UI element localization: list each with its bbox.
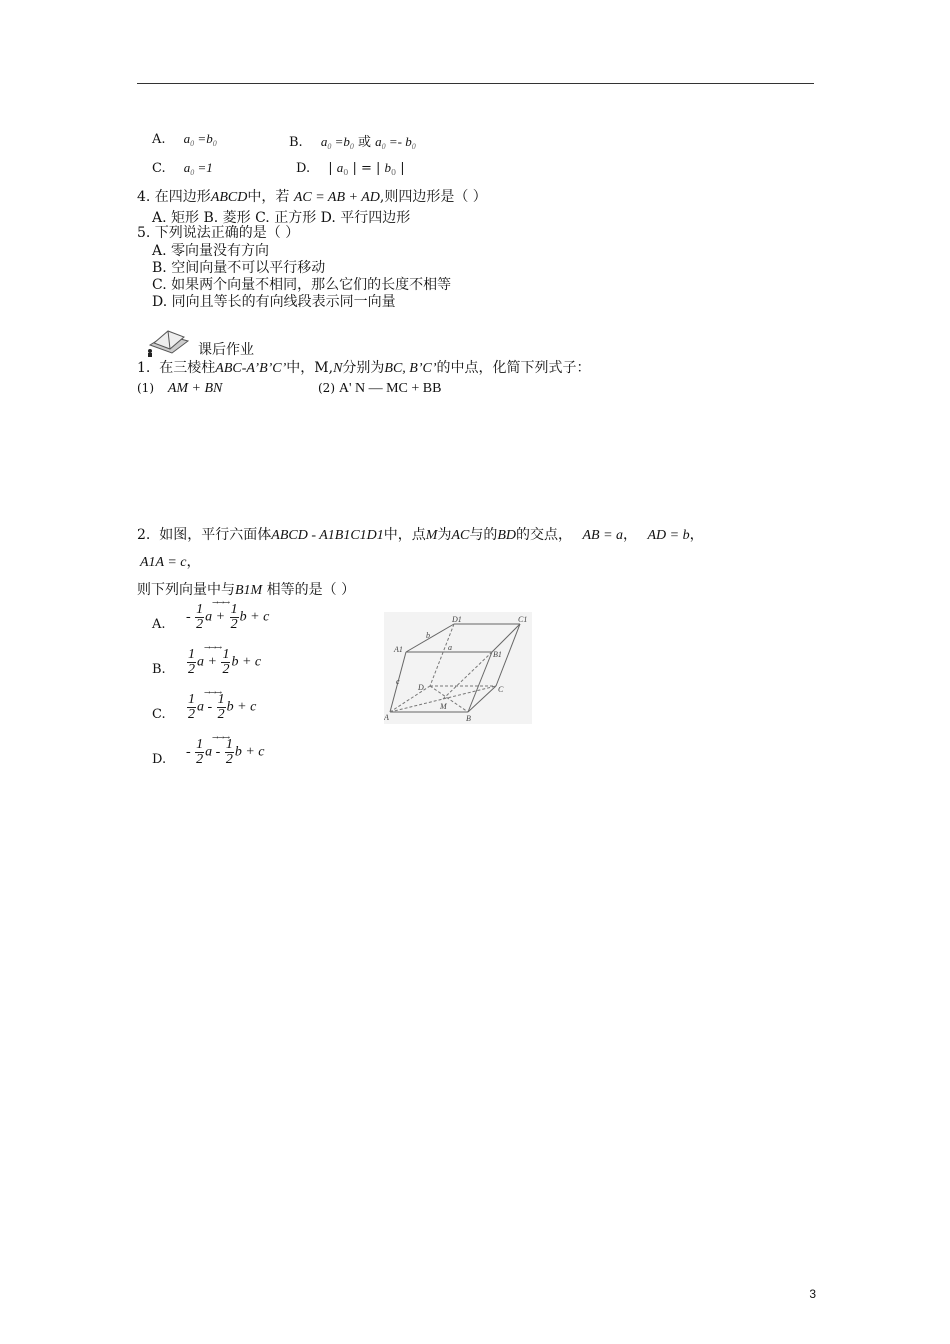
homework-title: 课后作业 (198, 342, 254, 358)
label-c-bottom: C (498, 685, 504, 694)
homework-2-def-c: A1A = c， (140, 554, 201, 570)
label-a: a (448, 643, 452, 652)
question-5-option-a: A. 零向量没有方向 (152, 243, 270, 259)
prev-option-a: A. $a_0 =b_0$ (152, 131, 217, 148)
homework-1-part1: (1) AM + BN (137, 381, 223, 396)
homework-2-option-d-expr: - $\frac{1}{2}$ a - $\frac{1}{2}$ b + c (186, 737, 265, 767)
homework-2-option-c-label: C. (152, 707, 166, 722)
homework-2-question: 则下列向量中与B1M 相等的是（ ） (137, 582, 356, 598)
vector-arrows: →→→ (212, 598, 230, 607)
vector-arrows: →→→ (204, 643, 222, 652)
question-5-option-b: B. 空间向量不可以平行移动 (152, 260, 326, 276)
homework-2-option-a-label: A. (152, 617, 166, 632)
question-5-stem: 5. 下列说法正确的是（ ） (137, 225, 300, 241)
homework-1-stem: 1. 在三棱柱ABC-A’B’C’中，M,N分别为BC, B’C’的中点，化简下列式子： (137, 360, 591, 376)
label-d1: D1 (452, 615, 462, 624)
homework-2-option-a-expr: - $\frac{1}{2}$ a + $\frac{1}{2}$ b + c (186, 602, 270, 632)
label-m: M (440, 702, 447, 711)
homework-2-option-c-expr: $\frac{1}{2}$ a - $\frac{1}{2}$ b + c (188, 692, 257, 722)
homework-2-option-d-label: D. (152, 752, 167, 767)
book-reader-icon (144, 323, 192, 357)
homework-2-option-b-expr: $\frac{1}{2}$ a + $\frac{1}{2}$ b + c (188, 647, 262, 677)
label-b: b (426, 631, 430, 640)
label-b-bottom: B (466, 714, 471, 723)
label-c: c (396, 677, 400, 686)
header-rule (137, 83, 814, 84)
question-4-stem: 4. 在四边形ABCD中，若 AC = AB + AD,则四边形是（ ） (137, 189, 487, 205)
homework-2-option-b-label: B. (152, 662, 166, 677)
vector-arrows: →→→ (212, 733, 230, 742)
question-5-option-d: D. 同向且等长的有向线段表示同一向量 (152, 294, 396, 310)
homework-2-stem: 2. 如图，平行六面体ABCD - A1B1C1D1中，点M为AC与的BD的交点， AB = a， AD = b， (137, 527, 704, 543)
question-4-options: A. 矩形 B. 菱形 C. 正方形 D. 平行四边形 (152, 210, 411, 226)
vector-arrows: →→→ (204, 688, 222, 697)
label-d: D (418, 683, 424, 692)
page-number: 3 (809, 1287, 816, 1301)
label-c1: C1 (518, 615, 528, 624)
label-a1: A1 (394, 645, 403, 654)
prev-option-c: C. $a_0 =1$ (152, 160, 213, 177)
parallelepiped-figure (384, 612, 532, 724)
prev-option-d: D. | $a_0$ | = | $b_0$ | (296, 160, 405, 177)
label-a-bottom: A (384, 713, 389, 722)
label-b1: B1 (493, 650, 502, 659)
homework-1-part2: (2) A' N — MC + BB (318, 381, 442, 396)
question-5-option-c: C. 如果两个向量不相同，那么它们的长度不相等 (152, 277, 452, 293)
prev-option-b: B. $a_0 =b_0$ 或 $a_0 =- b_0$ (289, 134, 416, 151)
